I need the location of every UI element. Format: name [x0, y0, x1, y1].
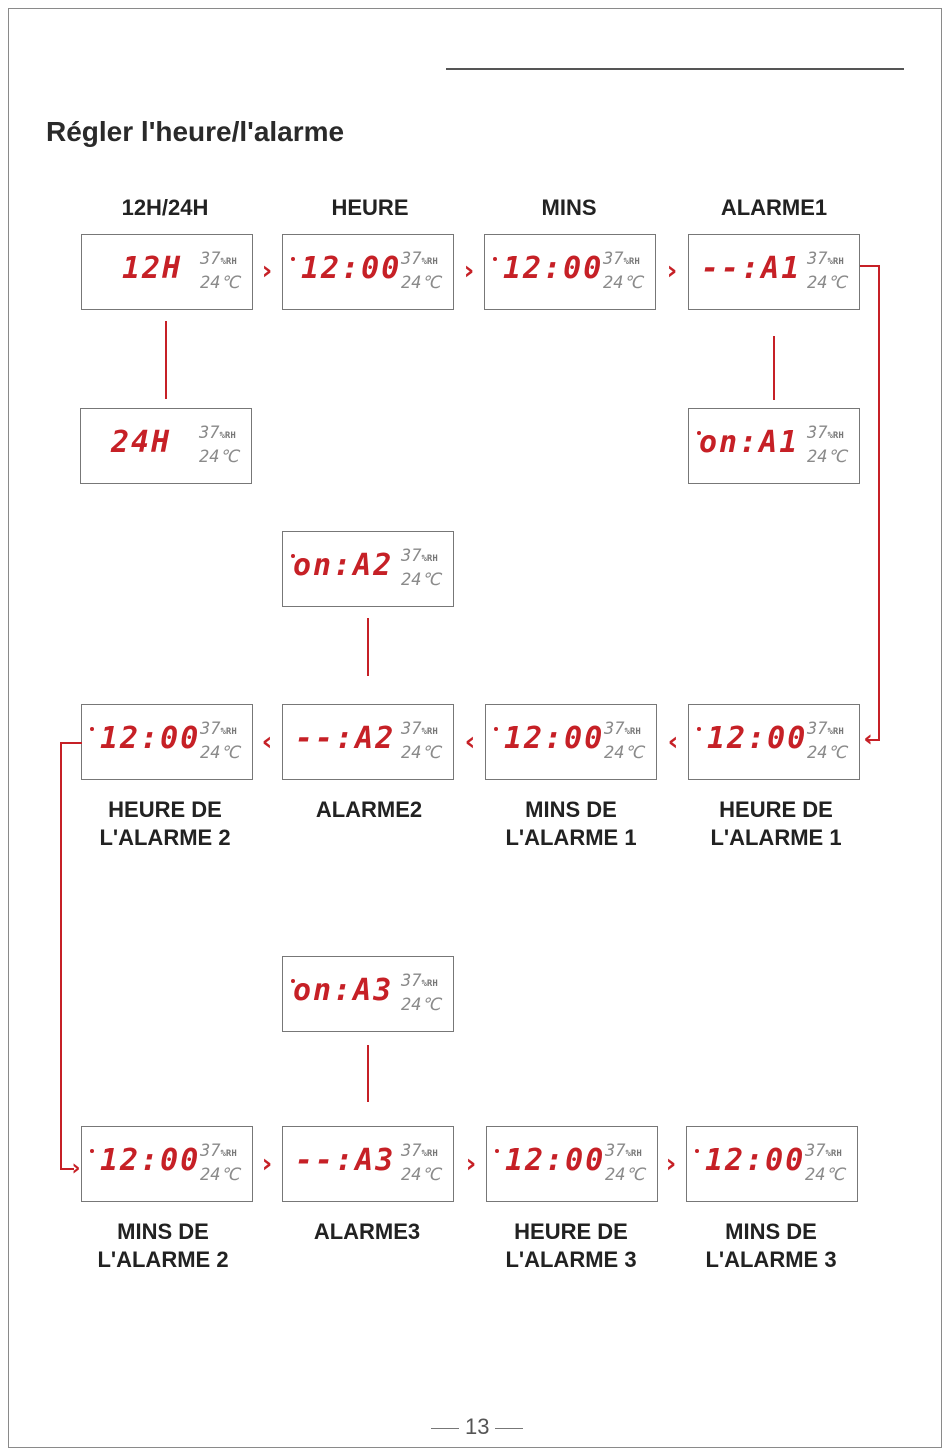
temperature-unit: ℃	[827, 743, 847, 763]
temperature-value: 24	[401, 570, 422, 590]
label-line: L'ALARME 3	[705, 1247, 837, 1272]
label-line: MINS DE	[117, 1219, 209, 1244]
humidity-value: 37	[807, 423, 828, 443]
display-readout	[401, 546, 445, 591]
display-readout	[603, 249, 647, 294]
display-main: 12:00	[707, 721, 808, 756]
temperature-value: 24	[401, 743, 422, 763]
display-alarme1	[688, 234, 860, 310]
temperature-value: 24	[401, 273, 422, 293]
temperature-value: 24	[199, 447, 220, 467]
humidity-value: 37	[605, 1141, 626, 1161]
arrow-left-icon: ‹	[667, 727, 679, 757]
label-line: L'ALARME 2	[99, 825, 231, 850]
display-main: --:A2	[295, 721, 396, 756]
temperature-unit: ℃	[421, 273, 441, 293]
display-heure-alarme3	[486, 1126, 658, 1202]
label-heure-alarme3	[471, 1218, 671, 1274]
display-readout	[807, 719, 851, 764]
label-line: L'ALARME 1	[710, 825, 842, 850]
arrow-right-icon: ›	[71, 1156, 81, 1181]
temperature-unit: ℃	[623, 273, 643, 293]
display-readout	[401, 971, 445, 1016]
header-rule	[446, 68, 904, 70]
humidity-value: 37	[807, 719, 828, 739]
display-readout	[604, 719, 648, 764]
pm-dot-icon	[90, 1149, 94, 1153]
display-main: 12:00	[301, 251, 402, 286]
connector-line	[878, 265, 880, 741]
connector-line	[60, 742, 82, 744]
label-line: HEURE DE	[514, 1219, 628, 1244]
humidity-value: 37	[401, 971, 422, 991]
temperature-unit: ℃	[825, 1165, 845, 1185]
temperature-value: 24	[604, 743, 625, 763]
temperature-unit: ℃	[219, 447, 239, 467]
pm-dot-icon	[493, 257, 497, 261]
connector-line	[60, 742, 62, 1170]
label-alarme3: ALARME3	[313, 1219, 421, 1244]
display-heure-alarme2	[81, 704, 253, 780]
arrow-left-icon: ‹	[464, 727, 476, 757]
temperature-unit: ℃	[421, 995, 441, 1015]
page-number-text: 13	[465, 1414, 490, 1439]
display-on-a1	[688, 408, 860, 484]
humidity-unit: %RH	[624, 727, 641, 737]
display-main: 12:00	[100, 721, 201, 756]
pm-dot-icon	[494, 727, 498, 731]
temperature-unit: ℃	[421, 570, 441, 590]
display-heure-alarme1	[688, 704, 860, 780]
arrow-right-icon: ›	[261, 256, 273, 286]
humidity-value: 37	[807, 249, 828, 269]
humidity-value: 37	[603, 249, 624, 269]
label-12h-24h: 12H/24H	[121, 195, 209, 220]
display-readout	[200, 249, 244, 294]
display-readout	[805, 1141, 849, 1186]
temperature-value: 24	[200, 273, 221, 293]
humidity-unit: %RH	[421, 554, 438, 564]
display-readout	[807, 249, 851, 294]
connector-line	[860, 265, 880, 267]
display-alarme3	[282, 1126, 454, 1202]
arrow-right-icon: ›	[465, 1149, 477, 1179]
humidity-value: 37	[200, 1141, 221, 1161]
connector-line	[773, 336, 775, 400]
display-on-a2	[282, 531, 454, 607]
display-readout	[200, 1141, 244, 1186]
humidity-unit: %RH	[220, 727, 237, 737]
temperature-unit: ℃	[220, 1165, 240, 1185]
display-readout	[199, 423, 243, 468]
display-mins	[484, 234, 656, 310]
temperature-unit: ℃	[421, 743, 441, 763]
label-line: L'ALARME 3	[505, 1247, 637, 1272]
temperature-unit: ℃	[827, 447, 847, 467]
display-readout	[401, 719, 445, 764]
display-main: 12H	[122, 251, 183, 286]
temperature-value: 24	[807, 273, 828, 293]
temperature-value: 24	[401, 1165, 422, 1185]
humidity-unit: %RH	[220, 257, 237, 267]
display-main: 12:00	[504, 721, 605, 756]
arrow-right-icon: ›	[261, 1149, 273, 1179]
display-main: --:A1	[701, 251, 802, 286]
label-line: L'ALARME 1	[505, 825, 637, 850]
label-heure-alarme2	[65, 796, 265, 852]
display-main: 12:00	[705, 1143, 806, 1178]
pm-dot-icon	[291, 257, 295, 261]
arrow-right-icon: ›	[463, 256, 475, 286]
connector-line	[367, 1045, 369, 1102]
display-main: on:A2	[293, 548, 394, 583]
humidity-value: 37	[805, 1141, 826, 1161]
display-mins-alarme1	[485, 704, 657, 780]
label-line: MINS DE	[725, 1219, 817, 1244]
humidity-value: 37	[200, 719, 221, 739]
pm-dot-icon	[697, 727, 701, 731]
page-number	[425, 1414, 525, 1440]
temperature-value: 24	[200, 743, 221, 763]
page-title: Régler l'heure/l'alarme	[46, 116, 345, 147]
temperature-unit: ℃	[220, 743, 240, 763]
label-alarme2: ALARME2	[315, 797, 423, 822]
display-main: 24H	[111, 425, 172, 460]
arrow-left-icon: ‹	[261, 727, 273, 757]
display-readout	[605, 1141, 649, 1186]
humidity-value: 37	[604, 719, 625, 739]
display-main: 12:00	[503, 251, 604, 286]
humidity-unit: %RH	[421, 1149, 438, 1159]
pm-dot-icon	[495, 1149, 499, 1153]
temperature-value: 24	[401, 995, 422, 1015]
label-heure: HEURE	[331, 195, 409, 220]
display-mins-alarme3	[686, 1126, 858, 1202]
label-mins: MINS	[541, 195, 597, 220]
humidity-value: 37	[401, 719, 422, 739]
humidity-unit: %RH	[421, 257, 438, 267]
label-heure-alarme1	[676, 796, 876, 852]
humidity-unit: %RH	[625, 1149, 642, 1159]
display-alarme2	[282, 704, 454, 780]
display-main: on:A1	[699, 425, 800, 460]
arrow-right-icon: ›	[666, 256, 678, 286]
arrow-left-icon: ‹	[863, 727, 873, 752]
temperature-unit: ℃	[624, 743, 644, 763]
humidity-unit: %RH	[827, 257, 844, 267]
temperature-value: 24	[603, 273, 624, 293]
humidity-unit: %RH	[827, 431, 844, 441]
temperature-unit: ℃	[625, 1165, 645, 1185]
label-alarme1: ALARME1	[720, 195, 828, 220]
pm-dot-icon	[90, 727, 94, 731]
connector-line	[367, 618, 369, 676]
temperature-unit: ℃	[421, 1165, 441, 1185]
temperature-value: 24	[605, 1165, 626, 1185]
humidity-value: 37	[401, 1141, 422, 1161]
temperature-value: 24	[807, 447, 828, 467]
display-main: on:A3	[293, 973, 394, 1008]
display-24h	[80, 408, 252, 484]
display-on-a3	[282, 956, 454, 1032]
arrow-right-icon: ›	[665, 1149, 677, 1179]
humidity-unit: %RH	[623, 257, 640, 267]
display-readout	[200, 719, 244, 764]
temperature-value: 24	[805, 1165, 826, 1185]
humidity-unit: %RH	[825, 1149, 842, 1159]
label-line: L'ALARME 2	[97, 1247, 229, 1272]
humidity-unit: %RH	[220, 1149, 237, 1159]
label-mins-alarme3	[671, 1218, 871, 1274]
display-heure	[282, 234, 454, 310]
humidity-value: 37	[401, 249, 422, 269]
pm-dot-icon	[695, 1149, 699, 1153]
label-line: MINS DE	[525, 797, 617, 822]
temperature-value: 24	[200, 1165, 221, 1185]
display-readout	[807, 423, 851, 468]
humidity-unit: %RH	[421, 979, 438, 989]
display-readout	[401, 1141, 445, 1186]
humidity-unit: %RH	[219, 431, 236, 441]
display-main: 12:00	[100, 1143, 201, 1178]
humidity-unit: %RH	[827, 727, 844, 737]
display-main: 12:00	[505, 1143, 606, 1178]
humidity-value: 37	[200, 249, 221, 269]
humidity-value: 37	[401, 546, 422, 566]
temperature-unit: ℃	[827, 273, 847, 293]
temperature-unit: ℃	[220, 273, 240, 293]
display-mins-alarme2	[81, 1126, 253, 1202]
label-line: HEURE DE	[108, 797, 222, 822]
label-mins-alarme2	[63, 1218, 263, 1274]
connector-line	[165, 321, 167, 399]
label-mins-alarme1	[471, 796, 671, 852]
display-main: --:A3	[295, 1143, 396, 1178]
humidity-value: 37	[199, 423, 220, 443]
humidity-unit: %RH	[421, 727, 438, 737]
label-line: HEURE DE	[719, 797, 833, 822]
temperature-value: 24	[807, 743, 828, 763]
display-12h	[81, 234, 253, 310]
display-readout	[401, 249, 445, 294]
